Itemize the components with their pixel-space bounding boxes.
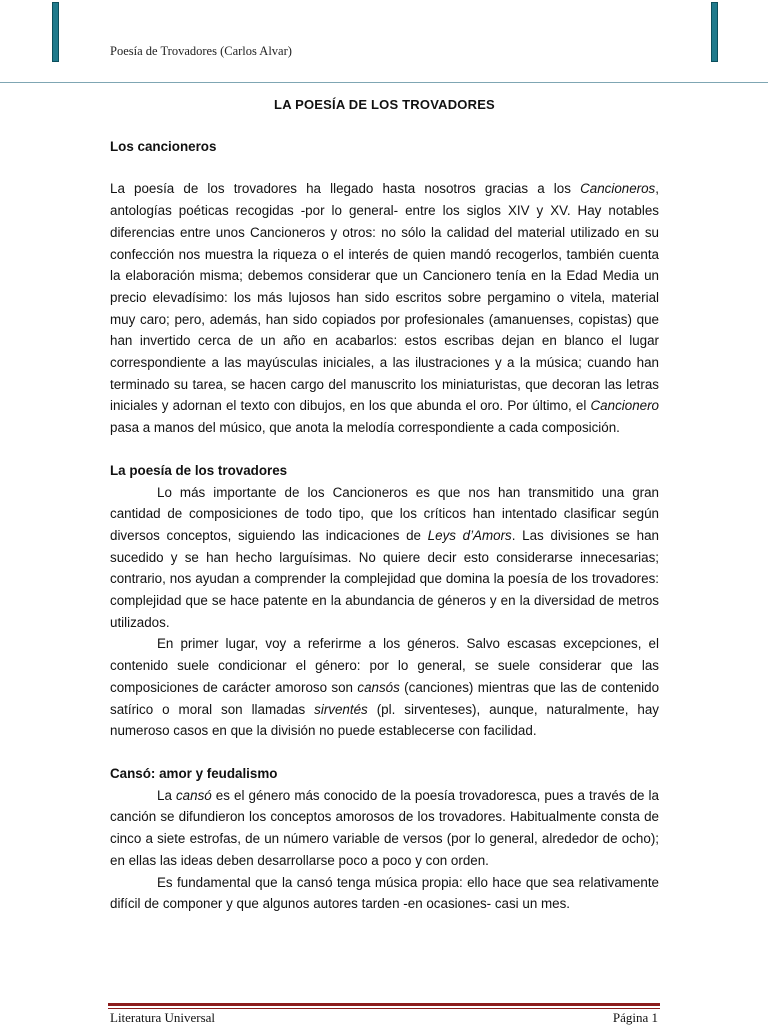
section-heading-cancioneros: Los cancioneros [110,138,217,154]
paragraph-cancioneros: La poesía de los trovadores ha llegado hasta nosotros gracias a los Cancioneros, antologías poéticas recogidas -por lo general- entre los siglos XIV y XV. Hay notables diferencias entre unos Cancioneros y otros: no sólo la calidad del material utilizado en su confección nos muestra la riqueza o el interés de quien mandó recogerlos, también cuenta la elaboración misma; debemos considerar que un Cancionero tenía en la Edad Media un precio elevadísimo: los más lujosos han sido escritos sobre pergamino o vitela, material muy caro; pero, además, han sido copiados por profesionales (amanuenses, copistas) que han invertido cerca de un año en acabarlos: estos escribas dejan en blanco el lugar correspondiente a las mayúsculas iniciales, a las ilustraciones y a la música; cuando han terminado su tarea, se hacen cargo del manuscrito los miniaturistas, que decoran las letras iniciales y adornan el texto con dibujos, en los que abunda el oro. Por último, el Cancionero pasa a manos del músico, que anota la melodía correspondiente a cada composición. [110,181,659,436]
page-body [110,92,659,915]
left-tab-marker [52,2,59,62]
paragraph-canso-1: La cansó es el género más conocido de la poesía trovadoresca, pues a través de la canción se difundieron los conceptos amorosos de los trovadores. Habitualmente consta de cinco a siete estrofas, de un número variable de versos (por lo general, alrededor de ocho); en ellas las ideas deben desarrollarse poco a poco y con orden. [110,787,659,868]
footer-rule-thin [108,1008,660,1009]
paragraph-poesia-2: En primer lugar, voy a referirme a los géneros. Salvo escasas excepciones, el contenido suele condicionar el género: por lo general, se suele considerar que las composiciones de carácter amoroso son cansós (canciones) mientras que las de contenido satírico o moral son llamadas sirventés (pl. sirventeses), aunque, naturalmente, hay numeroso casos en que la división no puede establecerse con facilidad. [110,636,660,739]
header-rule [0,82,768,83]
page-number: Página 1 [612,1010,658,1025]
paragraph-poesia-1: Lo más importante de los Cancioneros es que nos han transmitido una gran cantidad de composiciones de todo tipo, que los críticos han intentado clasificar según diversos conceptos, siguiendo las indicaciones de Leys d’Amors. Las divisiones se han sucedido y se han hecho larguísimas. No quiere decir esto considerarse innecesarias; contrario, nos ayudan a comprender la complejidad que domina la poesía de los trovadores: complejidad que se hace patente en la abundancia de géneros y en la diversidad de metros utilizados. [110,484,659,630]
right-tab-marker [711,2,718,62]
section-heading-canso: Cansó: amor y feudalismo [110,765,278,781]
section-heading-poesia: La poesía de los trovadores [110,462,288,478]
paragraph-canso-2: Es fundamental que la cansó tenga música propia: ello hace que sea relativamente difícil de componer y que algunos autores tarden -en ocasiones- casi un mes. [110,874,659,912]
document-title: LA POESÍA DE LOS TROVADORES [274,97,495,112]
running-header: Poesía de Trovadores (Carlos Alvar) [110,44,292,58]
footer-rule [108,1003,660,1006]
footer-course-name: Literatura Universal [110,1010,216,1025]
